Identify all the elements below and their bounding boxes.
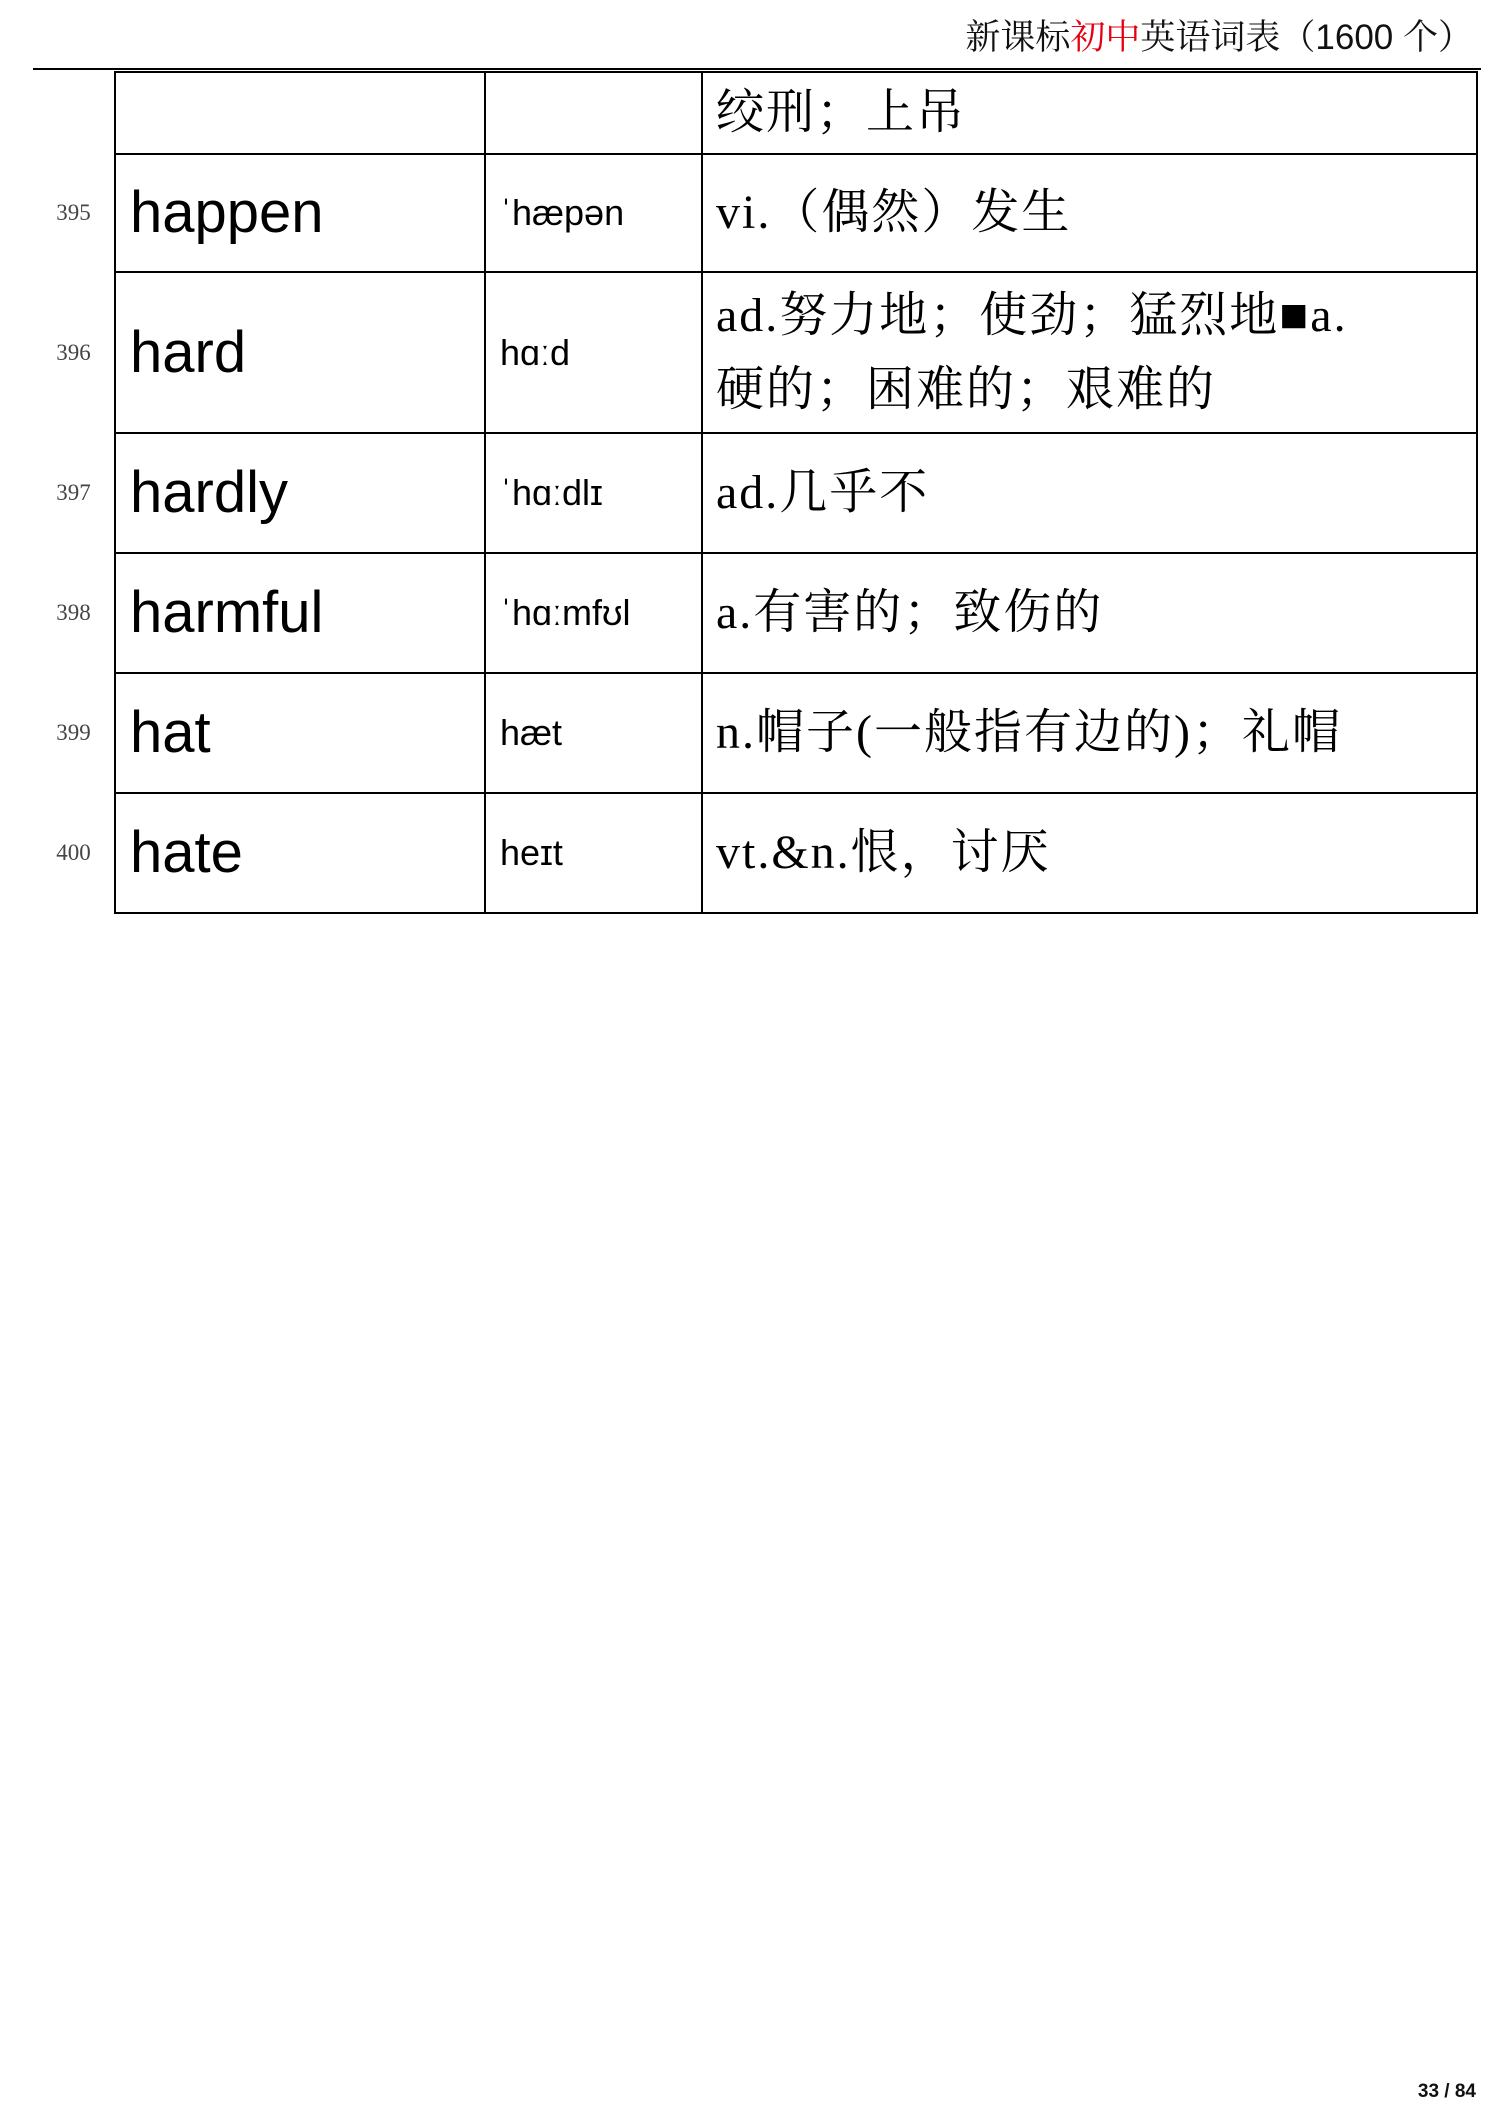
meaning-cell	[702, 433, 1477, 553]
meaning-line: vt.&n.恨，讨厌	[716, 826, 1051, 879]
row-number: 395	[56, 200, 91, 225]
row-number: 398	[56, 600, 91, 625]
phonetic-cell: ˈhæpən	[485, 154, 702, 272]
meaning-cell	[702, 793, 1477, 913]
word-cell: hard	[115, 272, 485, 433]
meaning-line: ad.几乎不	[716, 466, 930, 519]
meaning-line: vi.（偶然）发生	[716, 186, 1072, 239]
word-cell	[115, 72, 485, 154]
phonetic-cell: ˈhɑːmfʊl	[485, 553, 702, 673]
table-row	[33, 272, 1477, 433]
table-row	[33, 433, 1477, 553]
phonetic-cell: hɑːd	[485, 272, 702, 433]
meaning-line: a.有害的；致伤的	[716, 586, 1104, 639]
row-number: 399	[56, 720, 91, 745]
meaning-cell	[702, 72, 1477, 154]
table-row	[33, 673, 1477, 793]
row-number: 397	[56, 480, 91, 505]
meaning-cell	[702, 154, 1477, 272]
meaning-line: 硬的；困难的；艰难的	[716, 362, 1217, 416]
meaning-line: n.帽子(一般指有边的)；礼帽	[716, 706, 1342, 759]
header-suffix: 英语词表（1600 个）	[1140, 18, 1473, 57]
meaning-cell	[702, 673, 1477, 793]
meaning-line: 绞刑；上吊	[716, 86, 967, 139]
phonetic-cell	[485, 72, 702, 154]
word-cell: harmful	[115, 553, 485, 673]
table-row	[33, 553, 1477, 673]
word-cell: happen	[115, 154, 485, 272]
phonetic-cell: heɪt	[485, 793, 702, 913]
phonetic-cell: hæt	[485, 673, 702, 793]
word-cell: hate	[115, 793, 485, 913]
phonetic-cell: ˈhɑːdlɪ	[485, 433, 702, 553]
table-row	[33, 72, 1477, 154]
page-header-title	[965, 16, 1473, 60]
row-number: 400	[56, 840, 91, 865]
table-row	[33, 154, 1477, 272]
header-highlight: 初中	[1070, 18, 1141, 57]
vocabulary-table	[33, 71, 1478, 914]
meaning-cell	[702, 272, 1477, 433]
word-cell: hardly	[115, 433, 485, 553]
meaning-cell	[702, 553, 1477, 673]
header-prefix: 新课标	[965, 18, 1071, 57]
page-number: 33 / 84	[1417, 2081, 1476, 2102]
header-divider	[33, 68, 1481, 70]
word-cell: hat	[115, 673, 485, 793]
meaning-line: ad.努力地；使劲；猛烈地■a.	[716, 288, 1348, 342]
table-row	[33, 793, 1477, 913]
row-number: 396	[56, 339, 91, 365]
row-number	[33, 72, 115, 154]
